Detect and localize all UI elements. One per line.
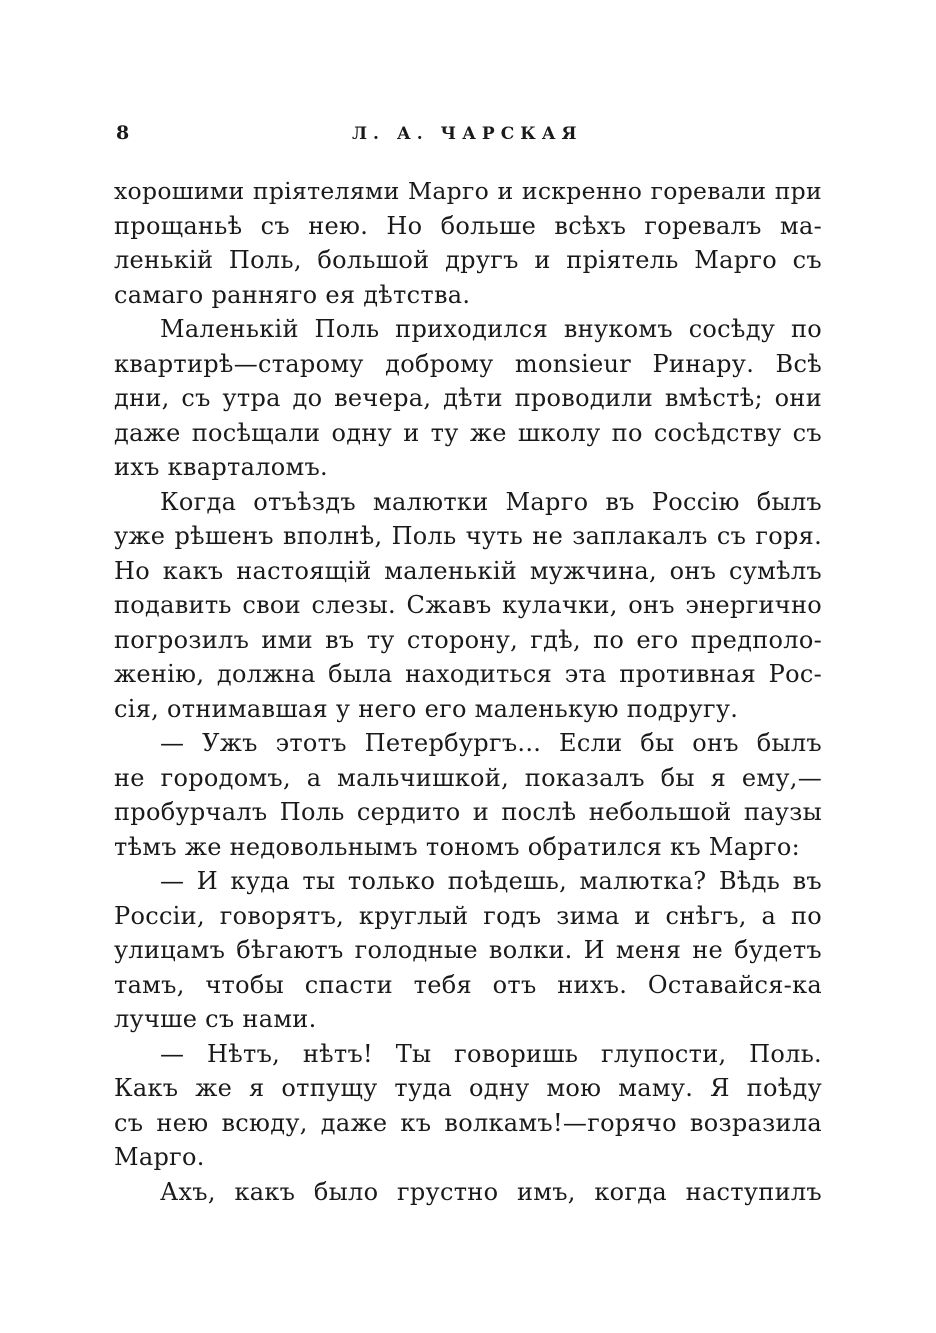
- text-line: дни, съ утра до вечера, дѣти проводили вмѣстѣ; они: [114, 384, 822, 412]
- text-line: не городомъ, а мальчишкой, показалъ бы я ему,—: [114, 763, 822, 792]
- text-line: тѣмъ же недовольнымъ тономъ обратился къ Марго:: [114, 832, 800, 861]
- text-line: прощаньѣ съ нею. Но больше всѣхъ горевалъ ма-: [114, 211, 822, 240]
- text-line: Россіи, говорятъ, круглый годъ зима и снѣгъ, а по: [114, 901, 822, 930]
- text-line: лучше съ нами.: [114, 1005, 317, 1033]
- text-line: съ нею всюду, даже къ волкамъ!—горячо возразила: [114, 1108, 822, 1137]
- text-line: — Ужъ этотъ Петербургъ... Если бы онъ былъ: [160, 729, 822, 757]
- text-line: улицамъ бѣгаютъ голодные волки. И меня не будетъ: [114, 936, 822, 964]
- text-line: даже посѣщали одну и ту же школу по сосѣдству съ: [114, 418, 822, 447]
- text-line: квартирѣ—старому доброму monsieur Ринару. Всѣ: [114, 349, 822, 378]
- text-line: ленькій Поль, большой другъ и пріятель Марго съ: [114, 246, 822, 274]
- text-line: погрозилъ ими въ ту сторону, гдѣ, по его предполо-: [114, 625, 822, 654]
- text-line: — Нѣтъ, нѣтъ! Ты говоришь глупости, Поль.: [160, 1039, 822, 1068]
- text-line: Когда отъѣздъ малютки Марго въ Россію былъ: [160, 487, 822, 516]
- text-line: сія, отнимавшая у него его маленькую подругу.: [114, 694, 739, 723]
- text-line: Но какъ настоящій маленькій мужчина, онъ сумѣлъ: [114, 556, 822, 585]
- text-line: тамъ, чтобы спасти тебя отъ нихъ. Оставайся-ка: [114, 970, 822, 999]
- text-line: уже рѣшенъ вполнѣ, Поль чуть не заплакалъ съ горя.: [114, 522, 822, 550]
- text-line: самаго ранняго ея дѣтства.: [114, 280, 471, 309]
- running-title: Л. А. ЧАРСКАЯ: [352, 124, 583, 144]
- text-line: Маленькій Поль приходился внукомъ сосѣду по: [160, 315, 822, 343]
- text-line: ихъ кварталомъ.: [114, 453, 328, 481]
- text-line: — И куда ты только поѣдешь, малютка? Вѣдь въ: [160, 867, 822, 895]
- text-line: Ахъ, какъ было грустно имъ, когда наступилъ: [160, 1177, 822, 1206]
- text-line: Марго.: [114, 1143, 205, 1171]
- text-line: Какъ же я отпущу туда одну мою маму. Я поѣду: [114, 1074, 822, 1102]
- page-number: 8: [116, 122, 130, 144]
- text-line: пробурчалъ Поль сердито и послѣ небольшой паузы: [114, 798, 822, 826]
- text-line: подавить свои слезы. Сжавъ кулачки, онъ энергично: [114, 591, 822, 619]
- text-line: женію, должна была находиться эта противная Рос-: [114, 660, 822, 688]
- body-text: [114, 174, 822, 1209]
- page-header: [0, 122, 936, 152]
- text-line: хорошими пріятелями Марго и искренно горевали при: [114, 177, 822, 205]
